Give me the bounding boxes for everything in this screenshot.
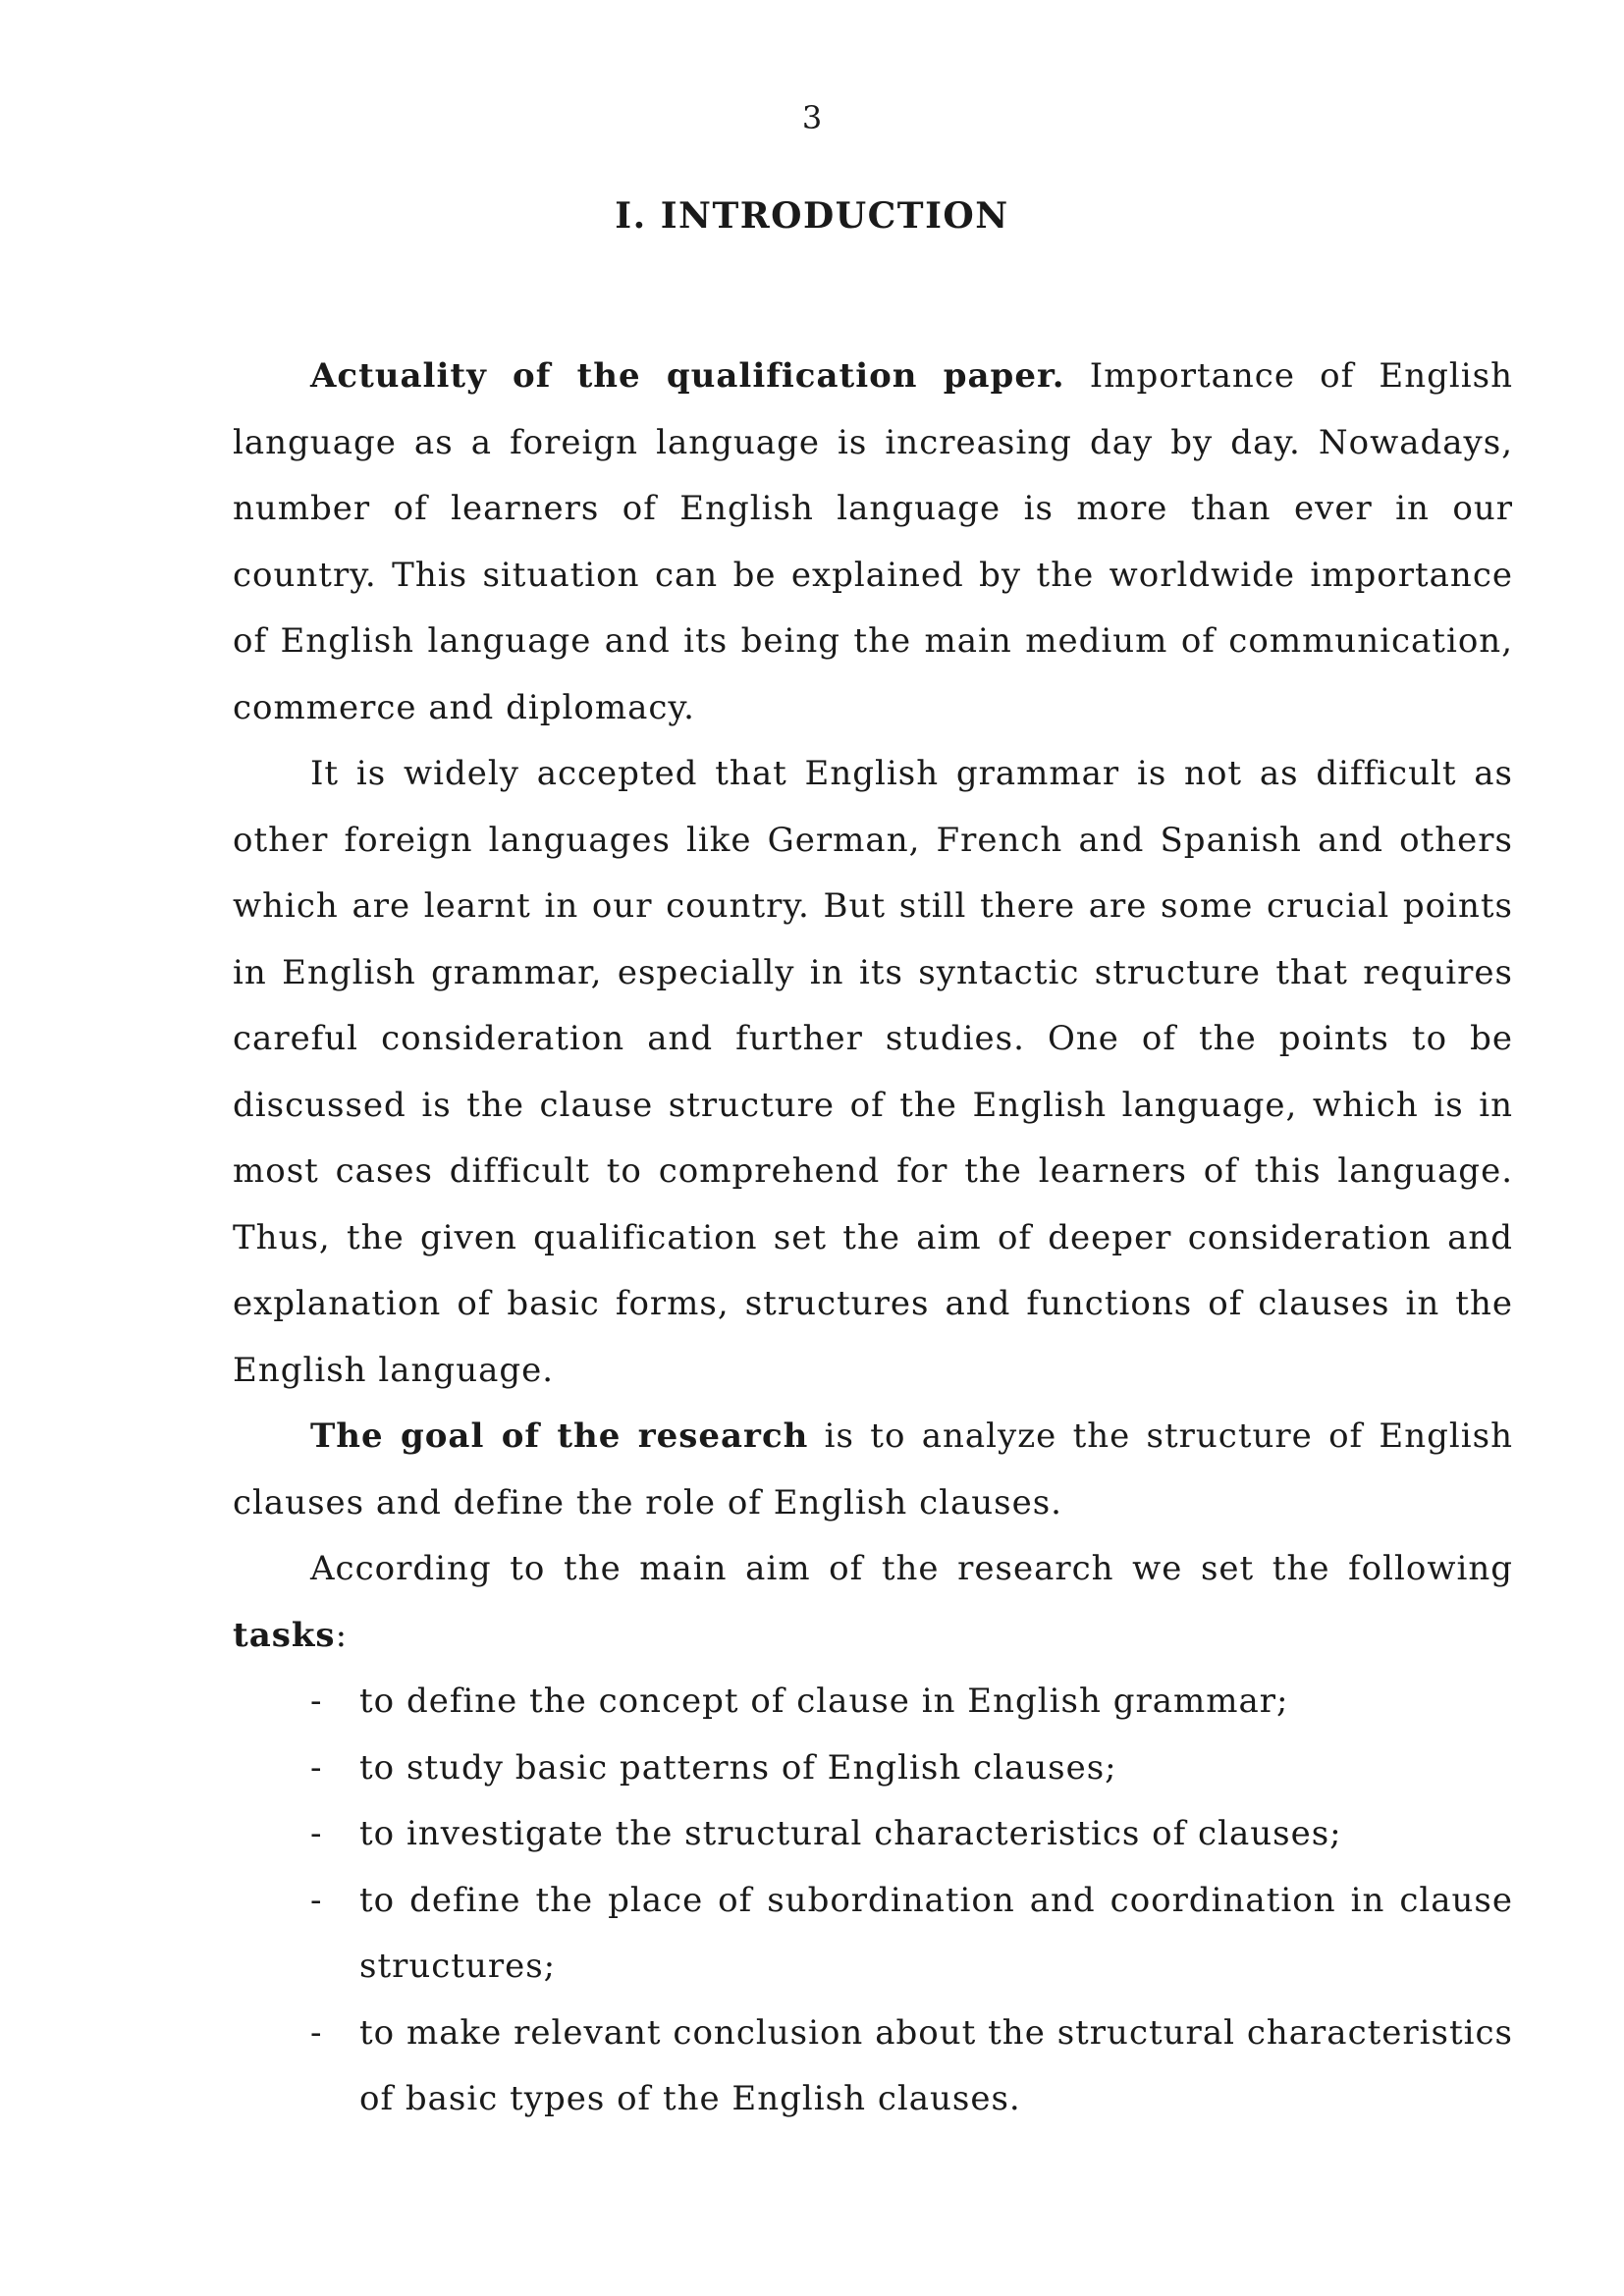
grammar-paragraph: It is widely accepted that English grammar is not as difficult as other foreign languages like German, French and Spanish and others which are learnt in our country. But still there are some crucial points in English grammar, especially in its syntactic structure that requires careful consideration and further studies. One of the points to be discussed is the clause structure of the English language, which is in most cases difficult to comprehend for the learners of this language. Thus, the given qualification set the aim of deeper consideration and explanation of basic forms, structures and functions of clauses in the English language. bbox=[233, 754, 1513, 1390]
actuality-text: Importance of English language as a foreign language is increasing day by day. Nowadays, number of learners of English language is more than ever in our country. This situation can be explained by the worldwide importance of English language and its being the main medium of communication, commerce and diplomacy. bbox=[233, 356, 1513, 727]
task-text: to investigate the structural characteristics of clauses; bbox=[359, 1814, 1342, 1853]
tasks-intro-text: According to the main aim of the research we set the following bbox=[310, 1549, 1513, 1588]
task-item bbox=[310, 2001, 1513, 2133]
actuality-paragraph bbox=[233, 344, 1513, 741]
tasks-label: tasks bbox=[233, 1615, 336, 1655]
document-body bbox=[233, 344, 1513, 2133]
task-item bbox=[310, 1801, 1513, 1868]
list-dash: - bbox=[310, 2012, 323, 2053]
task-text: to study basic patterns of English clauses; bbox=[359, 1747, 1117, 1788]
task-text: to define the place of subordination and coordination in clause structures; bbox=[359, 1880, 1513, 1986]
page-number: 3 bbox=[801, 99, 823, 136]
tasks-list bbox=[233, 1669, 1513, 2133]
task-text: to make relevant conclusion about the structural characteristics of basic types of the English clauses. bbox=[359, 2012, 1513, 2118]
goal-text: is to analyze the structure of English clauses and define the role of English clauses. bbox=[233, 1416, 1513, 1522]
task-text: to define the concept of clause in English grammar; bbox=[359, 1682, 1289, 1721]
task-item bbox=[310, 1669, 1513, 1735]
tasks-colon: : bbox=[335, 1615, 349, 1655]
actuality-label: Actuality of the qualification paper. bbox=[310, 356, 1065, 396]
task-item bbox=[310, 1735, 1513, 1802]
goal-paragraph bbox=[233, 1404, 1513, 1536]
task-item bbox=[310, 1868, 1513, 2001]
section-heading: I. INTRODUCTION bbox=[615, 195, 1009, 237]
list-dash: - bbox=[310, 1747, 323, 1788]
list-dash: - bbox=[310, 1682, 323, 1721]
list-dash: - bbox=[310, 1880, 323, 1920]
list-dash: - bbox=[310, 1814, 323, 1853]
goal-label: The goal of the research bbox=[310, 1416, 809, 1456]
tasks-intro-paragraph bbox=[233, 1536, 1513, 1669]
